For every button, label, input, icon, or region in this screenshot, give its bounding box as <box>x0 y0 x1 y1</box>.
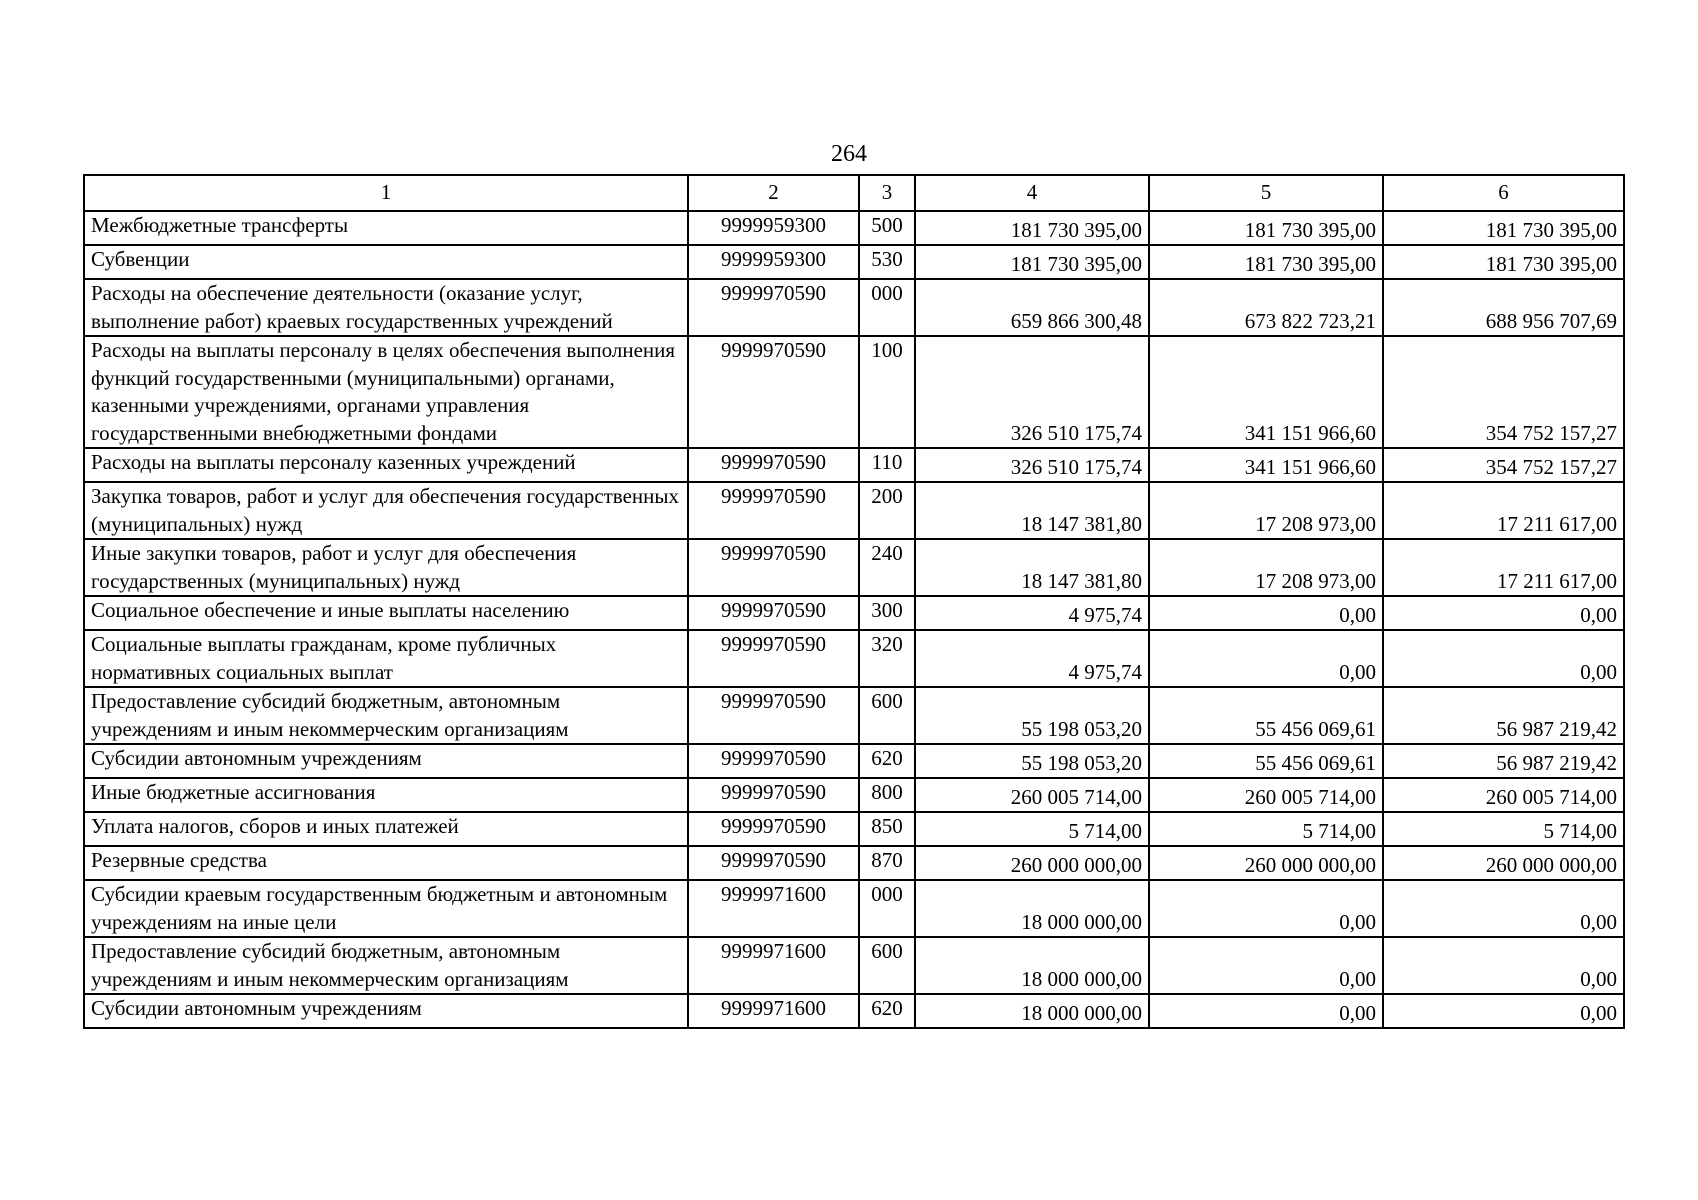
table-row <box>84 279 1624 336</box>
row-amount-col6: 354 752 157,27 <box>1383 336 1624 448</box>
row-amount-col4: 326 510 175,74 <box>915 448 1149 482</box>
row-amount-col6: 17 211 617,00 <box>1383 539 1624 596</box>
table-row <box>84 482 1624 539</box>
table-row <box>84 630 1624 687</box>
row-code: 9999970590 <box>688 539 859 596</box>
row-name: Расходы на выплаты персоналу казенных учреждений <box>84 448 688 482</box>
row-name: Межбюджетные трансферты <box>84 211 688 245</box>
row-code: 9999970590 <box>688 744 859 778</box>
row-expense-type: 500 <box>859 211 915 245</box>
row-code: 9999970590 <box>688 448 859 482</box>
row-name: Субсидии автономным учреждениям <box>84 744 688 778</box>
budget-table <box>83 174 1625 1029</box>
row-name: Расходы на выплаты персоналу в целях обеспечения выполнения функций государственными (муниципальными) органами, казенными учреждениями, органами управления государственными внебюджетными фондами <box>84 336 688 448</box>
row-name: Предоставление субсидий бюджетным, автономным учреждениям и иным некоммерческим организациям <box>84 937 688 994</box>
row-amount-col6: 688 956 707,69 <box>1383 279 1624 336</box>
row-expense-type: 620 <box>859 744 915 778</box>
row-amount-col5: 0,00 <box>1149 596 1383 630</box>
row-expense-type: 000 <box>859 279 915 336</box>
column-header: 4 <box>915 175 1149 211</box>
row-expense-type: 200 <box>859 482 915 539</box>
row-expense-type: 620 <box>859 994 915 1028</box>
row-amount-col4: 18 147 381,80 <box>915 539 1149 596</box>
row-amount-col5: 5 714,00 <box>1149 812 1383 846</box>
row-amount-col5: 17 208 973,00 <box>1149 539 1383 596</box>
row-code: 9999970590 <box>688 336 859 448</box>
row-amount-col5: 0,00 <box>1149 994 1383 1028</box>
row-amount-col5: 260 000 000,00 <box>1149 846 1383 880</box>
row-name: Иные бюджетные ассигнования <box>84 778 688 812</box>
row-amount-col4: 18 000 000,00 <box>915 994 1149 1028</box>
table-row <box>84 687 1624 744</box>
row-amount-col6: 0,00 <box>1383 596 1624 630</box>
row-code: 9999959300 <box>688 245 859 279</box>
row-amount-col5: 341 151 966,60 <box>1149 448 1383 482</box>
row-name: Субвенции <box>84 245 688 279</box>
table-row <box>84 846 1624 880</box>
row-amount-col6: 181 730 395,00 <box>1383 211 1624 245</box>
row-code: 9999970590 <box>688 846 859 880</box>
row-amount-col4: 181 730 395,00 <box>915 211 1149 245</box>
row-code: 9999959300 <box>688 211 859 245</box>
row-code: 9999970590 <box>688 630 859 687</box>
row-code: 9999970590 <box>688 812 859 846</box>
row-name: Уплата налогов, сборов и иных платежей <box>84 812 688 846</box>
row-name: Расходы на обеспечение деятельности (оказание услуг, выполнение работ) краевых государственных учреждений <box>84 279 688 336</box>
row-amount-col6: 181 730 395,00 <box>1383 245 1624 279</box>
row-amount-col5: 17 208 973,00 <box>1149 482 1383 539</box>
row-name: Субсидии автономным учреждениям <box>84 994 688 1028</box>
row-code: 9999970590 <box>688 596 859 630</box>
row-amount-col6: 56 987 219,42 <box>1383 744 1624 778</box>
column-header: 2 <box>688 175 859 211</box>
row-expense-type: 600 <box>859 937 915 994</box>
row-code: 9999970590 <box>688 279 859 336</box>
row-amount-col5: 181 730 395,00 <box>1149 245 1383 279</box>
row-code: 9999971600 <box>688 937 859 994</box>
table-row <box>84 336 1624 448</box>
row-amount-col6: 56 987 219,42 <box>1383 687 1624 744</box>
row-name: Закупка товаров, работ и услуг для обеспечения государственных (муниципальных) нужд <box>84 482 688 539</box>
row-amount-col4: 4 975,74 <box>915 596 1149 630</box>
row-amount-col4: 659 866 300,48 <box>915 279 1149 336</box>
table-row <box>84 812 1624 846</box>
row-amount-col4: 18 000 000,00 <box>915 880 1149 937</box>
row-expense-type: 240 <box>859 539 915 596</box>
row-amount-col4: 326 510 175,74 <box>915 336 1149 448</box>
row-amount-col5: 0,00 <box>1149 937 1383 994</box>
row-expense-type: 850 <box>859 812 915 846</box>
row-expense-type: 000 <box>859 880 915 937</box>
row-name: Предоставление субсидий бюджетным, автономным учреждениям и иным некоммерческим организациям <box>84 687 688 744</box>
row-amount-col6: 0,00 <box>1383 994 1624 1028</box>
row-amount-col4: 18 000 000,00 <box>915 937 1149 994</box>
row-amount-col6: 0,00 <box>1383 937 1624 994</box>
row-code: 9999970590 <box>688 687 859 744</box>
row-amount-col5: 0,00 <box>1149 630 1383 687</box>
row-amount-col6: 17 211 617,00 <box>1383 482 1624 539</box>
table-row <box>84 994 1624 1028</box>
row-expense-type: 320 <box>859 630 915 687</box>
row-code: 9999971600 <box>688 880 859 937</box>
table-row <box>84 880 1624 937</box>
row-amount-col4: 55 198 053,20 <box>915 687 1149 744</box>
row-amount-col5: 181 730 395,00 <box>1149 211 1383 245</box>
row-expense-type: 600 <box>859 687 915 744</box>
row-amount-col5: 260 005 714,00 <box>1149 778 1383 812</box>
row-amount-col6: 354 752 157,27 <box>1383 448 1624 482</box>
row-amount-col6: 260 005 714,00 <box>1383 778 1624 812</box>
row-expense-type: 110 <box>859 448 915 482</box>
row-amount-col6: 260 000 000,00 <box>1383 846 1624 880</box>
row-code: 9999970590 <box>688 482 859 539</box>
table-body <box>84 211 1624 1028</box>
row-amount-col4: 181 730 395,00 <box>915 245 1149 279</box>
table-row <box>84 937 1624 994</box>
row-name: Субсидии краевым государственным бюджетным и автономным учреждениям на иные цели <box>84 880 688 937</box>
row-amount-col4: 55 198 053,20 <box>915 744 1149 778</box>
row-amount-col4: 5 714,00 <box>915 812 1149 846</box>
row-amount-col5: 341 151 966,60 <box>1149 336 1383 448</box>
row-amount-col4: 4 975,74 <box>915 630 1149 687</box>
table-row <box>84 211 1624 245</box>
page-number: 264 <box>831 141 867 167</box>
table-row <box>84 778 1624 812</box>
table-row <box>84 596 1624 630</box>
row-code: 9999970590 <box>688 778 859 812</box>
column-header: 3 <box>859 175 915 211</box>
row-amount-col5: 673 822 723,21 <box>1149 279 1383 336</box>
row-name: Социальные выплаты гражданам, кроме публичных нормативных социальных выплат <box>84 630 688 687</box>
row-expense-type: 530 <box>859 245 915 279</box>
row-amount-col6: 0,00 <box>1383 630 1624 687</box>
column-header: 5 <box>1149 175 1383 211</box>
row-expense-type: 800 <box>859 778 915 812</box>
row-amount-col6: 0,00 <box>1383 880 1624 937</box>
row-amount-col5: 55 456 069,61 <box>1149 744 1383 778</box>
table-header-row <box>84 175 1624 211</box>
column-header: 6 <box>1383 175 1624 211</box>
row-name: Резервные средства <box>84 846 688 880</box>
row-amount-col5: 55 456 069,61 <box>1149 687 1383 744</box>
table-row <box>84 539 1624 596</box>
table-row <box>84 744 1624 778</box>
row-expense-type: 100 <box>859 336 915 448</box>
column-header: 1 <box>84 175 688 211</box>
row-expense-type: 870 <box>859 846 915 880</box>
row-expense-type: 300 <box>859 596 915 630</box>
table-row <box>84 448 1624 482</box>
row-amount-col4: 260 005 714,00 <box>915 778 1149 812</box>
row-name: Иные закупки товаров, работ и услуг для обеспечения государственных (муниципальных) нужд <box>84 539 688 596</box>
row-amount-col6: 5 714,00 <box>1383 812 1624 846</box>
row-amount-col4: 18 147 381,80 <box>915 482 1149 539</box>
row-name: Социальное обеспечение и иные выплаты населению <box>84 596 688 630</box>
row-amount-col5: 0,00 <box>1149 880 1383 937</box>
row-code: 9999971600 <box>688 994 859 1028</box>
table-row <box>84 245 1624 279</box>
row-amount-col4: 260 000 000,00 <box>915 846 1149 880</box>
